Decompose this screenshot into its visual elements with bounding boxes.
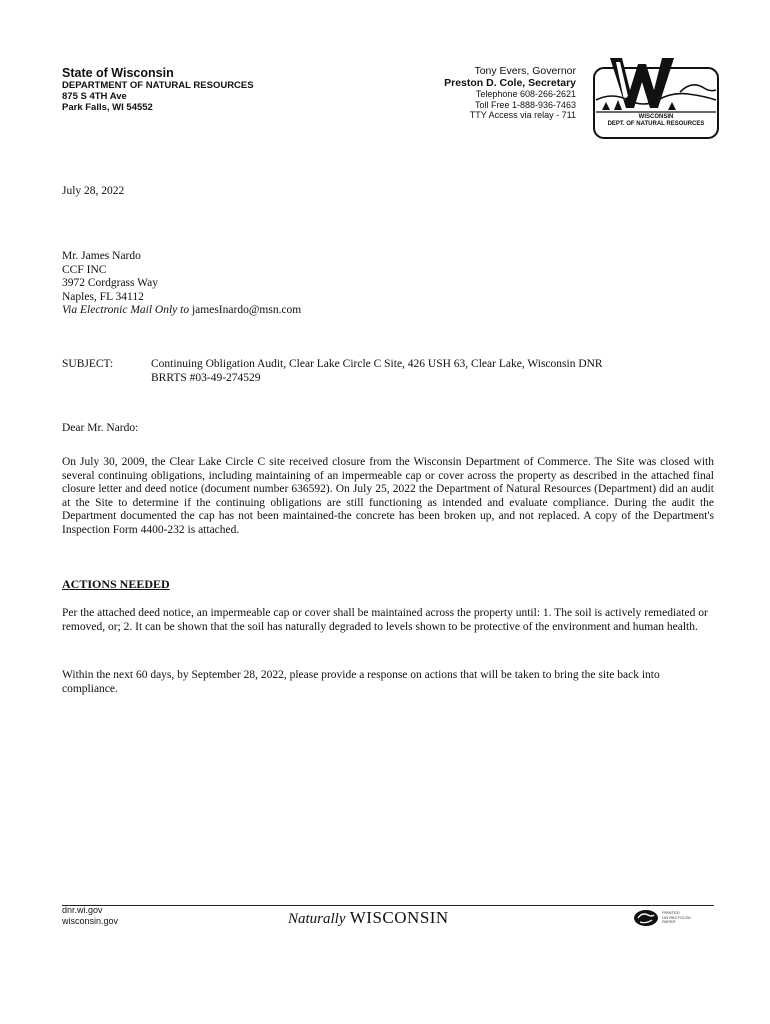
letter-date: July 28, 2022: [62, 185, 125, 197]
governor-name: Tony Evers, Governor: [474, 65, 576, 77]
footer-divider: [62, 905, 714, 906]
subject-line-1: Continuing Obligation Audit, Clear Lake Circle C Site, 426 USH 63, Clear Lake, Wisconsin DNR: [151, 358, 603, 370]
delivery-prefix: Via Electronic Mail Only to: [62, 304, 190, 317]
subject-text: [151, 358, 711, 385]
delivery-method: [62, 304, 301, 318]
brand-wisconsin: WISCONSIN: [349, 908, 449, 927]
wisconsin-website-link[interactable]: wisconsin.gov: [62, 915, 119, 926]
tty-access: TTY Access via relay - 711: [469, 110, 576, 120]
logo-label: [598, 114, 714, 128]
recycle-text-3: PAPER: [662, 919, 676, 924]
subject-label: SUBJECT:: [62, 358, 114, 370]
body-paragraph-1: On July 30, 2009, the Clear Lake Circle C site received closure from the Wisconsin Department of Commerce. The Site was closed with several continuing obligations, including maintaining of an impermeable cap or cover across the property as described in the attached final closure letter and deed notice (document number 636592). On July 25, 2022 the Department of Natural Resources (Department) did an audit at the Site to determine if the continuing obligations are still functioning as intended and evaluate compliance. During the audit the Department documented the cap has not been maintained-the concrete has been broken up, and not replaced. A copy of the Department's Inspection Form 4400-232 is attached.: [62, 456, 714, 536]
state-name: State of Wisconsin: [62, 66, 174, 80]
toll-free: Toll Free 1-888-936-7463: [474, 99, 576, 110]
recycle-text-2: ON RECYCLED: [662, 914, 691, 920]
telephone: Telephone 608-266-2621: [475, 89, 576, 99]
recipient-address: [62, 250, 301, 318]
salutation: Dear Mr. Nardo:: [62, 422, 139, 434]
recycled-paper-icon: [632, 909, 660, 927]
recipient-name: Mr. James Nardo: [62, 250, 141, 262]
recycle-text-1: PRINTED: [662, 910, 680, 915]
body-paragraph-2: Per the attached deed notice, an impermeable cap or cover shall be maintained across the property until: 1. The soil is actively remediated or removed, or; 2. It can be shown that the soil has naturally degraded to levels shown to be protective of the environment and human health.: [62, 607, 708, 633]
letterhead-agency-block: [62, 66, 254, 113]
body-paragraph-3: Within the next 60 days, by September 28, 2022, please provide a response on actions that will be taken to bring the site back into compliance.: [62, 669, 660, 695]
secretary-name: Preston D. Cole, Secretary: [444, 77, 576, 89]
subject-line-2: BRRTS #03-49-274529: [151, 371, 261, 384]
dnr-website-link[interactable]: dnr.wi.gov: [62, 905, 103, 915]
recipient-company: CCF INC: [62, 263, 107, 276]
department-name: DEPARTMENT OF NATURAL RESOURCES: [62, 80, 254, 91]
logo-label-state: WISCONSIN: [638, 114, 674, 120]
agency-street: 875 S 4TH Ave: [62, 91, 127, 102]
agency-city: Park Falls, WI 54552: [62, 102, 153, 113]
recipient-email: jamesInardo@msn.com: [191, 304, 302, 317]
actions-needed-heading: ACTIONS NEEDED: [62, 577, 170, 591]
recipient-city: Naples, FL 34112: [62, 290, 144, 303]
recycled-paper-text: [662, 911, 691, 925]
logo-label-dept: DEPT. OF NATURAL RESOURCES: [607, 121, 705, 127]
footer-brand: [288, 908, 449, 929]
letterhead-officials-block: [396, 65, 576, 121]
brand-naturally: Naturally: [288, 911, 346, 927]
footer-links: [62, 905, 118, 926]
recipient-street: 3972 Cordgrass Way: [62, 277, 158, 290]
